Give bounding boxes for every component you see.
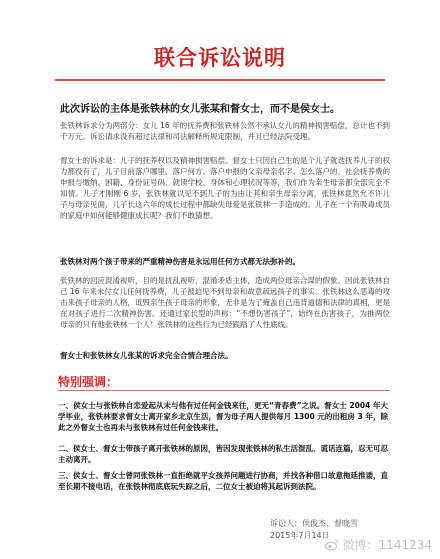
document-title: 联合诉讼说明 (154, 46, 286, 70)
special-emphasis-heading: 特别强调： (58, 375, 119, 389)
stress-item-2: 二、侯女士、督女士带孩子离开张铁林的原因，皆因发现张铁林的私生活混乱、谎话连篇，忍无可忍主动离开。 (58, 444, 388, 464)
signature-names: 诉讼人：侯俊杰、督晓雪 (270, 519, 358, 528)
paragraph-5: 督女士和张铁林女儿张某的诉求完全合情合理合法。 (60, 351, 233, 360)
stress-item-1: 一、侯女士与张铁林自恋爱起从未与他有过任何金钱来往，更无“青春费”之说。督女士 2004 年大学毕业，张铁林要求督女士离开家乡北京生活，督为母子两人提供每月 1300 元的出租房 3 年，除此之外督女士也再未与张铁林有过任何金钱来往。 (58, 401, 388, 432)
subject-statement: 此次诉讼的主体是张铁林的女儿张某和督女士，而不是侯女士。 (60, 104, 340, 115)
watermark (325, 536, 432, 553)
paragraph-1: 张铁林诉求分为两部分：女儿 16 年的抚养费和张铁林公然不承认女儿的精神损害赔偿，总计也不到千万元。诉讼请求没有超过法律和司法解释所规定限制，并且已经法院受理。 (60, 121, 390, 141)
watermark-text: 微博：1141234 (342, 538, 432, 552)
stress-item-3: 三、侯女士、督女士曾同张铁林一直拒绝就平女孩养问题进行协商，并找各种借口故意拖延推诿，直至长期不接电话，在张铁林彻底底玩失踪之后，二位女士被迫将其起诉到法院。 (58, 471, 388, 491)
weibo-icon (325, 539, 339, 551)
signature-date: 2015年7月14日 (270, 531, 330, 540)
section-divider (58, 390, 390, 391)
title-divider (55, 79, 385, 81)
paragraph-4: 张铁林的回应混淆视听，目的是扰乱视听，混淆矛盾主体，造成两位母亲合谋的假象。因此张铁林自己 16 年来未付女儿任何抚养费，儿子被迫见不到母亲和故意疏远孩子的事实。张铁林这么恶毒的攻击来孩子母亲的人格，诋毁亲生孩子母亲的形象，无非是为了掩盖自己违背道德和法律的真相，更是在对孩子进行二次精神伤害。还通过家长型的声称：“不想伤害孩子”，始终在伤害孩子，为推两位母亲的只有他张铁林一个人！张铁林的这些行为已经践踏了人性底线。 (60, 276, 390, 329)
paragraph-3: 张铁林对两个孩子带来的严重精神伤害是永远用任何方式都无法弥补的。 (60, 257, 300, 266)
paragraph-2: 督女士的诉求是：儿子的抚养权以及精神损害赔偿。督女士只因自己生的是个儿子就迭抚养儿子的权力都没有了，儿子目前落户哪里、落户何方、落户申报的父亲母亲名字、怎么落户的、社会抚养费的申报与缴纳、困籍、身份证号码、就读学校、身体和心理状况等等，我们作为亲生母亲都全部完全不知情。儿子才刚刚 6 岁，张铁林就以见不到儿子的为由让其和亲生母亲分离，张铁林竟然允不许儿子与母亲见面，儿子长这六年的成长过程中都缺失母爱是张铁林一手造成的。儿子在一个有吸毒成员的家庭中如何能够健康成长呢？我们不敢猜想。 (60, 156, 390, 220)
